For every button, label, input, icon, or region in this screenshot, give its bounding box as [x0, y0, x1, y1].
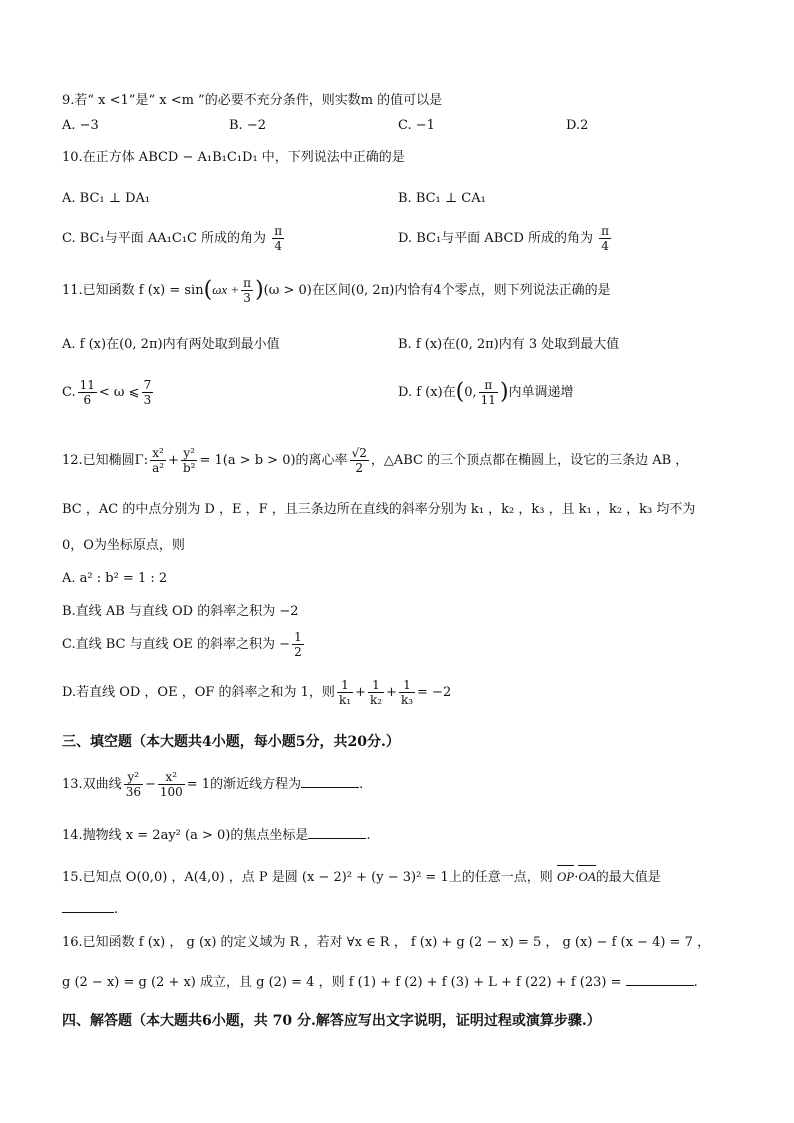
q12-line2: BC ，AC 的中点分别为 D ，E ，F ，且三条边所在直线的斜率分别为 k₁ ，k₂ ，k₃ ，且 k₁ ，k₂ ，k₃ 均不为	[62, 502, 696, 517]
section-4-heading: 四、解答题（本大题共6小题，共 70 分.解答应写出文字说明，证明过程或演算步骤.）	[62, 1013, 601, 1029]
vector-op: OP	[556, 869, 575, 884]
q13-answer-blank	[301, 775, 359, 788]
q15-answer-line: .	[62, 900, 118, 919]
q12-option-b: B.直线 AB 与直线 OD 的斜率之积为 −2	[62, 604, 299, 619]
q12-option-d: D.若直线 OD ，OE ，OF 的斜率之和为 1，则 $\frac{1}{\text{k₁}}$ + $\frac{1}{\text{k₂}}$ + $\frac{1}{\text{k₃}}$ = −2	[62, 678, 452, 707]
q10-option-c-text: C. BC₁与平面 AA₁C₁C 所成的角为	[62, 231, 267, 246]
q12-line3: 0，O为坐标原点，则	[62, 538, 185, 553]
q16-line2: g (2 − x) = g (2 + x) 成立，且 g (2) = 4 ，则 f (1) + f (2) + f (3) + L + f (22) + f (23) = .	[62, 975, 698, 990]
vector-oa: OA	[578, 869, 596, 884]
q12-stem: 12.已知椭圆Γ: $\frac{\text{x²}}{\text{a²}}$ + $\frac{\text{y²}}{\text{b²}}$ = 1(a > b > 0)的离心率 $\frac{√2}{2}$ ，△ABC 的三个顶点都在椭圆上，设它的三条边 AB ，	[62, 446, 689, 475]
q10-option-d-text: D. BC₁与平面 ABCD 所成的角为	[398, 231, 593, 246]
q9-stem: 9.若“ x <1”是“ x <m ”的必要不充分条件，则实数m 的值可以是	[62, 93, 443, 108]
section-3-heading: 三、填空题（本大题共4小题，每小题5分，共20分.）	[62, 734, 400, 750]
q12-option-a: A. a² : b² = 1 : 2	[62, 571, 168, 586]
q10-stem: 10.在正方体 ABCD − A₁B₁C₁D₁ 中，下列说法中正确的是	[62, 150, 405, 165]
q15-answer-blank	[62, 900, 114, 913]
q11-option-c: C. $\frac{11}{6}$ < ω ⩽ $\frac{7}{3}$	[62, 378, 152, 407]
q10-option-c	[62, 224, 286, 253]
q10-option-a: A. BC₁ ⊥ DA₁	[62, 191, 151, 206]
q16-line1: 16.已知函数 f (x) ， g (x) 的定义域为 R ，若对 ∀x ∈ R ， f (x) + g (2 − x) = 5 ， g (x) − f (x − 4) = 7 ，	[62, 935, 710, 950]
q11-option-a: A. f (x)在(0, 2π)内有两处取到最小值	[62, 337, 280, 352]
q16-answer-blank	[626, 973, 694, 986]
q9-option-b: B. −2	[229, 118, 266, 133]
q12-option-c: C.直线 BC 与直线 OE 的斜率之积为 − $\frac{1}{2}$	[62, 630, 302, 659]
q11-stem: 11.已知函数 f (x) = sin(ωx + $\frac{\pi}{3}$ )(ω > 0)在区间(0, 2π)内恰有4个零点，则下列说法正确的是	[62, 276, 611, 305]
q13: 13.双曲线 $\frac{\text{y²}}{36}$ − $\frac{\text{x²}}{100}$ = 1的渐近线方程为 .	[62, 770, 364, 799]
q11-option-b: B. f (x)在(0, 2π)内有 3 处取到最大值	[398, 337, 620, 352]
q10-option-d-fraction: $\frac{\pi}{4}$	[601, 224, 610, 253]
q14: 14.抛物线 x = 2ay² (a > 0)的焦点坐标是 .	[62, 828, 371, 843]
q9-option-c: C. −1	[398, 118, 435, 133]
q10-option-d	[398, 224, 613, 253]
q10-option-b: B. BC₁ ⊥ CA₁	[398, 191, 486, 206]
q15: 15.已知点 O(0,0) ，A(4,0) ，点 P 是圆 (x − 2)² + (y − 3)² = 1上的任意一点，则 OP·OA的最大值是	[62, 869, 661, 885]
q11-option-d: D. f (x)在(0, $\frac{\pi}{11}$ )内单调递增	[398, 378, 574, 407]
q14-answer-blank	[308, 826, 366, 839]
q9-option-d: D.2	[566, 118, 589, 133]
q10-option-c-fraction: $\frac{\pi}{4}$	[274, 224, 283, 253]
q9-option-a: A. −3	[62, 118, 99, 133]
